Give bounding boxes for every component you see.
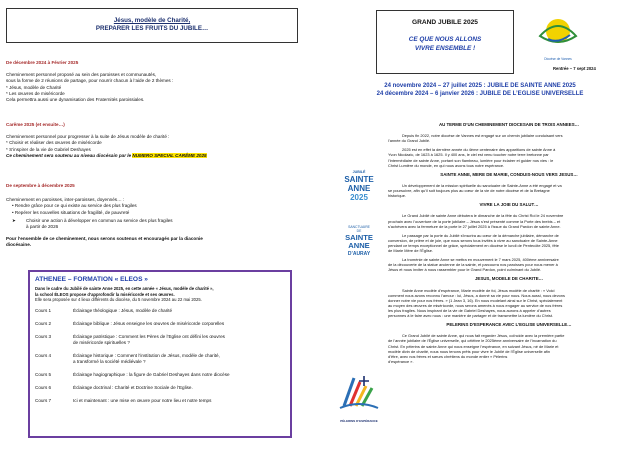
diocese-logo-icon [536, 14, 580, 52]
text-line: 2025 est en effet la dernière année du 4ème centenaire des apparitions de sainte Anne à [402, 147, 556, 153]
logo-line: D’AURAY [347, 251, 371, 257]
course-title: Éclairage hagiographique : la figure de Gabriel Deshayes dans notre diocèse [73, 371, 230, 377]
text-line: d’être, avec nos frères et sœurs chrétiens du monde entier « Pèlerins [388, 353, 508, 359]
text-line: de la découverte de la statue ancienne de la sainte, et parcourra nos paroisses pour nous mener à [388, 262, 558, 268]
athenee-title: ATHENEE – FORMATION « ELEOS » [35, 276, 148, 283]
right-body-text [388, 118, 630, 368]
paragraph [388, 257, 630, 272]
course-title: Éclairage patristique : Comment les Pères de l’Eglise ont défini les œuvres [73, 333, 225, 339]
text-line: Cheminement en paroisses, inter-paroisses, doyennés… : [6, 197, 125, 203]
course-number: Cours 5 [35, 371, 52, 377]
section-sep-dec [6, 183, 298, 249]
course-title: a transformé la société médiévale ? [73, 358, 146, 364]
course-number: Cours 3 [35, 333, 52, 339]
text-line: Un développement de la mission spirituelle du sanctuaire de Sainte-Anne a été engagé et va [402, 182, 562, 188]
course-row [35, 334, 285, 353]
course-row [35, 385, 285, 398]
paragraph [388, 288, 630, 319]
arrow-item [6, 218, 298, 230]
course-title: Éclairage doctrinal : Charité et Doctrine Sociale de l’Eglise. [73, 384, 193, 390]
course-title: de miséricorde spirituelles ? [73, 339, 130, 345]
right-header-box [376, 10, 514, 74]
section-dec-feb [6, 60, 173, 103]
course-title: Éclairage biblique : Jésus enseigne les œuvres de miséricorde corporelles [73, 320, 225, 326]
text-line: l’année du Grand Jubilé. [388, 138, 431, 144]
course-row [35, 372, 285, 385]
athenee-intro: Elle sera proposée sur 4 lieux différents du diocèse, du 5 novembre 2024 au 22 mai 2025. [35, 297, 202, 303]
logo-line: DE [356, 229, 362, 234]
rentree-date: Rentrée – 7 sept 2024 [553, 66, 596, 71]
section-heading: De septembre à décembre 2025 [6, 183, 75, 188]
text-line: l’intermédiaire de sainte Anne, portant son flambeau, lumière pour éclairer et guider nos vies : le [388, 157, 554, 163]
text-line: * Choisir et réaliser des œuvres de miséricorde [6, 140, 102, 146]
jubile-subtitle: VIVRE ENSEMBLE ! [414, 45, 476, 52]
course-number: Cours 1 [35, 307, 52, 313]
text-line: les plus fragiles. Nous inspirant de la vie de Gabriel Deshayes, nous aurons à appeler d’autres [388, 307, 551, 313]
arrow-icon: ➤ [12, 217, 16, 223]
logo-line: ANNE [347, 183, 371, 193]
left-title-line2: PREPARER LES FRUITS DU JUBILE… [95, 25, 209, 32]
text-line: au moyen des œuvres de miséricorde, nous serons amenés à nous engager au service de nos frères [388, 302, 563, 308]
logo-line: JUBILÉ [352, 170, 366, 174]
course-row [35, 308, 285, 321]
dates-line: 24 novembre 2024 – 27 juillet 2025 : JUBILE DE SAINTE ANNE 2025 [384, 83, 576, 89]
section-heading: De décembre 2024 à Février 2025 [6, 60, 79, 65]
text-line: prochain avec l’ouverture de la porte jubilaire – Jésus s’est présenté comme la Porte des brebis – et [388, 218, 561, 224]
pelerins-logo-text: PÈLERINS D’ESPÉRANCE [340, 419, 378, 423]
text-line: Cheminement personnel pour progresser à la suite de Jésus modèle de charité : [6, 134, 170, 140]
text-line: Le passage par la porte du Jubilé s’inscrira au cœur de la démarche jubilaire, démarche de [402, 232, 559, 238]
paragraph [388, 183, 630, 198]
section-heading: Carême 2025 (et ensuite…) [6, 122, 65, 127]
pelerins-logo-icon [336, 372, 382, 414]
jubile-title: GRAND JUBILE 2025 [412, 19, 478, 26]
course-number: Cours 4 [35, 352, 52, 358]
course-title: Éclairage historique : Comment l’institution de Jésus, modèle de charité, [73, 352, 220, 358]
text-line: de l’année jubilaire de l’Église universelle, qui célèbre le 2025ème anniversaire de l’incarnation du [388, 338, 557, 344]
text-line: Cheminement personnel proposé au sein des paroisses et communautés, [6, 72, 157, 78]
jubile-sainte-anne-logo [338, 170, 380, 202]
course-row [35, 353, 285, 372]
section-heading: PELERINS D’ESPERANCE AVEC L’EGLISE UNIVERSELLE… [446, 322, 572, 328]
text-line: Ce Grand Jubilé de sainte Anne, qui nous fait regarder Jésus, coïncide avec la première partie [402, 333, 565, 339]
jubile-subtitle: CE QUE NOUS ALLONS [408, 36, 482, 43]
section-heading: VIVRE LA JOIE DU SALUT… [479, 202, 539, 208]
section-heading: JESUS, MODELE DE CHARITE… [474, 276, 544, 282]
athenee-box [28, 270, 292, 438]
text-line: Cela permettra aussi une dynamisation des Fraternités paroissiales. [6, 97, 145, 103]
left-title-line1: Jésus, modèle de Charité, [113, 17, 191, 24]
course-row [35, 398, 285, 411]
text-line: Le Grand Jubilé de sainte Anne débutera le dimanche de la fête du Christ Roi le 24 novembre [402, 213, 564, 219]
text-line: de Marie Mère de l’Église. [388, 248, 433, 254]
paragraph [388, 133, 630, 143]
careme-note-text: Ce cheminement sera soutenu au niveau diocésain par le [6, 152, 133, 158]
text-line: Depuis fin 2022, notre diocèse de Vannes est engagé sur un chemin jubilaire conduisant vers [402, 133, 563, 139]
logo-line: SANCTUAIRE [348, 225, 370, 229]
text-line: conversion, de prière et de joie, que nous serons tous invités à vivre au sanctuaire de Sainte-Anne [388, 237, 558, 243]
text-line: s’achèvera avec la fermeture de la porte le 27 juillet 2025 à l’issue du Grand Pardon de sainte Anne. [388, 223, 561, 229]
text-line: Christ. En pèlerins de sainte Anne qui nous enseigne l’espérance, en suivant Jésus, né de Marie et [388, 343, 559, 349]
diocese-logo-text: Diocèse de Vannes [544, 57, 572, 61]
course-number: Cours 6 [35, 384, 52, 390]
logo-line: ANNE [348, 241, 370, 251]
pelerins-logo [336, 372, 382, 426]
dates-line: 24 décembre 2024 – 6 janvier 2026 : JUBILE DE L’EGLISE UNIVERSELLE [376, 91, 584, 97]
paragraph [388, 233, 630, 253]
section-heading: AU TERME D’UN CHEMINEMENT DIOCESAIN DE TROIS ANNEES… [438, 122, 580, 127]
jubile-dates [324, 82, 636, 98]
text-line: La troménie de sainte Anne se mettra en mouvement le 7 mars 2025, 400ème anniversaire [402, 257, 559, 263]
careme-highlight: NUMERO SPECIAL CARÊME 2025 [132, 152, 207, 158]
paragraph [388, 147, 630, 167]
text-line: d’espérance ». [388, 358, 414, 364]
bullet-text: Repérer les nouvelles situations de fragilité, de pauvreté [14, 209, 130, 215]
course-number: Cours 2 [35, 320, 52, 326]
text-line: * Jésus, modèle de Charité [6, 84, 62, 90]
course-title: Ici et maintenant : une mise en œuvre pour notre lieu et notre temps [73, 397, 212, 403]
left-title-box [6, 8, 298, 43]
text-line: * Les œuvres de miséricorde [6, 90, 65, 96]
bullet-text: Rendre grâce pour ce qui existe au service des plus fragiles [14, 203, 137, 209]
logo-line: SAINTE [344, 174, 374, 184]
course-number: Cours 7 [35, 397, 52, 403]
logo-line: 2025 [350, 192, 368, 202]
closing-line: Pour l’ensemble de ce cheminement, nous serons soutenus et encouragés par la diaconie [6, 236, 203, 242]
diocese-logo [536, 14, 580, 61]
bullet-item: • Repérer les nouvelles situations de fragilité, de pauvreté [12, 209, 130, 215]
text-line: comment nous avons reconnu l’amour : lui, Jésus, a donné sa vie pour nous. Nous aussi, nous devons [388, 292, 565, 298]
section-heading: SAINTE ANNE, MERE DE MARIE, CONDUIS-NOUS VERS JESUS… [440, 171, 578, 177]
text-line: Jésus et nous inviter à nous rassembler pour le Grand Pardon, point culminant du Jubilé. [388, 267, 542, 273]
text-line: Sainte Anne modèle d’espérance, Marie modèle de foi, Jésus modèle de charité : « Voici [402, 287, 555, 293]
arrow-text: Choisir une action à développer en commun au service des plus fragiles [26, 217, 173, 223]
course-title: Éclairage théologique : Jésus, modèle de charité [73, 307, 173, 313]
text-line: pendant ce temps exceptionnel de grâce, spécialement en diocèse le lundi de Pentecôte 2025, fête [388, 242, 559, 248]
text-line: personnes à le faire avec nous : une manière de partager et de transmettre la lumière du Christ. [388, 313, 554, 319]
arrow-text: à partir de 2026 [26, 224, 59, 230]
text-line: se poursuivre, afin qu’il soit toujours plus au cœur de la vie de notre diocèse et de la Bretagne [388, 188, 550, 194]
text-line: modèle divin de charité, nous nous tenons prêts pour vivre le Jubilé de l’Église universelle afin [388, 348, 550, 354]
paragraph [388, 213, 630, 228]
closing-line: diocésaine. [6, 242, 32, 248]
athenee-intro: Dans le cadre du Jubilé de sainte Anne 2025, en cette année « Jésus, modèle de charité », [35, 286, 214, 291]
text-line: sous la forme de 2 réunions de partage, pour nourrir chacun à l’aide de 2 thèmes : [6, 78, 174, 84]
paragraph [388, 333, 630, 364]
sanctuaire-logo [336, 225, 382, 257]
course-row [35, 321, 285, 334]
careme-note [6, 153, 207, 159]
text-line: Christ Lumière du monde, en qui nous avons tous notre espérance. [388, 162, 505, 168]
text-line: * S’inspirer de la vie de Gabriel Deshayes [6, 146, 91, 152]
text-line: historique. [388, 193, 406, 199]
athenee-intro: la school ÉLEOS propose d’approfondir la miséricorde et ses œuvres. [35, 291, 175, 297]
text-line: Yvon Nicolazic, de 1623 à 1625. Il y 400 ans, le ciel est venu toucher notre terre bretonne par [388, 152, 549, 158]
logo-line: SAINTE [345, 232, 373, 242]
text-line: donner notre vie pour nos frères. » (1 Jean 3, 16). En nous modelant ainsi sur le Christ, spécialement [388, 297, 563, 303]
section-careme [6, 122, 207, 159]
bullet-item: • Rendre grâce pour ce qui existe au service des plus fragiles [12, 203, 137, 209]
